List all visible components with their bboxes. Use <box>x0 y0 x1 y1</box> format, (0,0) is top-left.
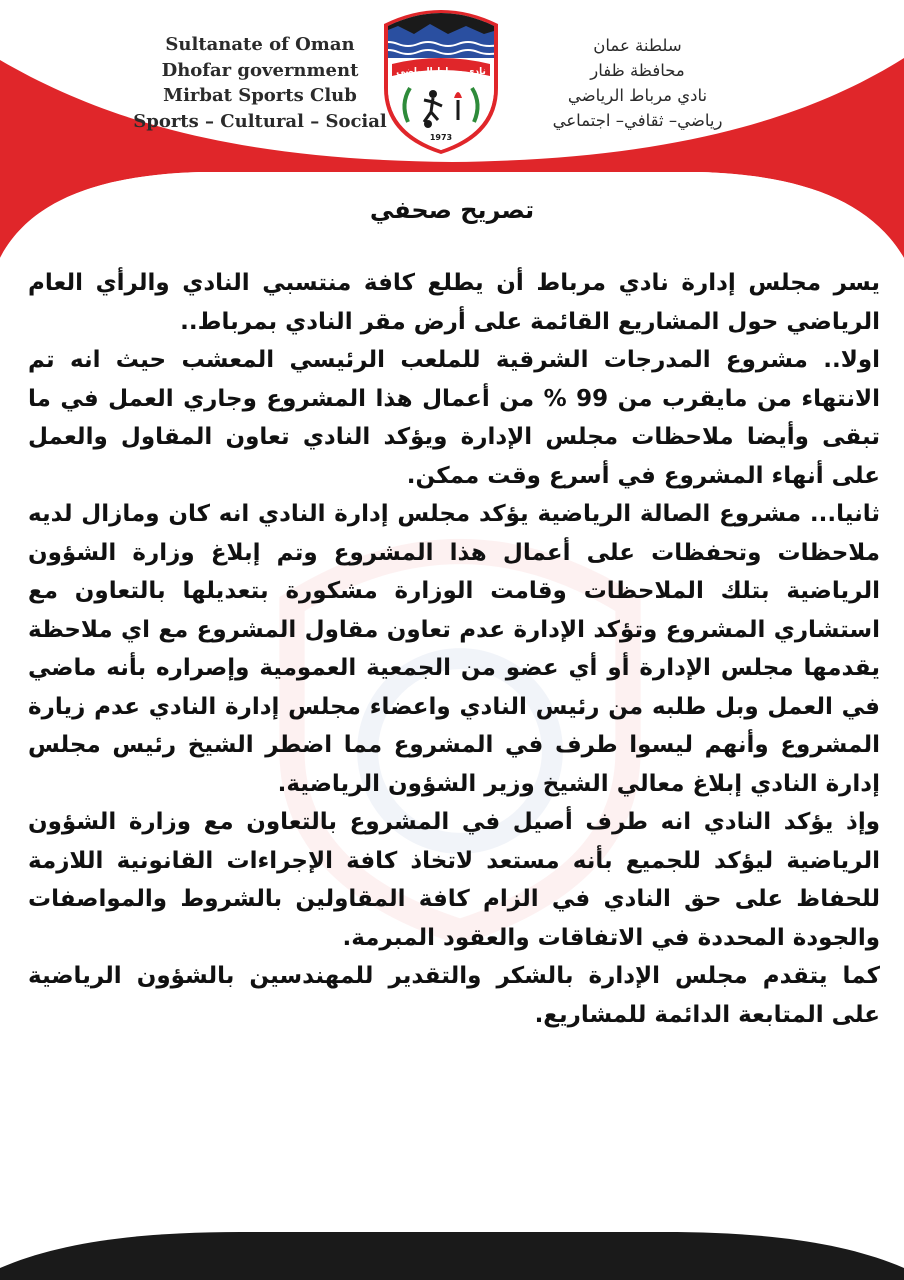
arabic-header <box>515 33 760 133</box>
paragraph-first-project: اولا.. مشروع المدرجات الشرقية للملعب الرئيسي المعشب حيث انه تم الانتهاء من مايقرب من 99 % من أعمال هذا المشروع وجاري العمل في ما تبقى وأيضا ملاحظات مجلس الإدارة ويؤكد النادي تعاون المقاول والعمل على أنهاء المشروع في أسرع وقت ممكن. <box>28 347 880 489</box>
paragraph-intro: يسر مجلس إدارة نادي مرباط أن يطلع كافة منتسبي النادي والرأي العام الرياضي حول المشاريع القائمة على أرض مقر النادي بمرباط.. <box>28 270 880 335</box>
header-en-line: Sports – Cultural – Social <box>133 110 387 132</box>
mirbat-club-crest-icon <box>378 4 504 154</box>
header-ar-line: رياضي– ثقافي– اجتماعي <box>552 111 723 130</box>
paragraph-thanks: كما يتقدم مجلس الإدارة بالشكر والتقدير للمهندسين بالشؤون الرياضية على المتابعة الدائمة للمشاريع. <box>28 963 880 1028</box>
paragraph-second-project: ثانيا... مشروع الصالة الرياضية يؤكد مجلس إدارة النادي انه كان ومازال لديه ملاحظات وتحفظات على أعمال هذا المشروع وتم إبلاغ وزارة الشؤون الرياضية بتلك الملاحظات وقامت الوزارة مشكورة بتعديلها بالتعاون مع استشاري المشروع وتؤكد الإدارة عدم تعاون مقاول المشروع مع اي ملاحظة يقدمها مجلس الإدارة أو أي عضو من الجمعية العمومية وإصراره بأنه ماضي في العمل وبل طلبه من رئيس النادي واعضاء مجلس إدارة النادي عدم زيارة المشروع وأنهم ليسوا طرف في المشروع مما اضطر الشيخ رئيس مجلس إدارة النادي إبلاغ معالي الشيخ وزير الشؤون الرياضية. <box>28 501 880 797</box>
press-release-body <box>28 264 880 1034</box>
paragraph-club-position: وإذ يؤكد النادي انه طرف أصيل في المشروع بالتعاون مع وزارة الشؤون الرياضية ليؤكد للجميع بأنه مستعد لاتخاذ كافة الإجراءات القانونية اللازمة للحفاظ على حق النادي في الزام كافة المقاولين بالشروط والمواصفات والجودة المحددة في الاتفاقات والعقود المبرمة. <box>28 809 880 951</box>
document-title: تصريح صحفي <box>369 196 535 224</box>
header-ar-line: محافظة ظفار <box>590 61 685 80</box>
header-en-line: Mirbat Sports Club <box>163 85 357 106</box>
crest-year: 1973 <box>429 133 453 142</box>
header-en-line: Dhofar government <box>161 59 359 81</box>
footer-band <box>0 1220 904 1280</box>
header-en-line: Sultanate of Oman <box>165 34 355 55</box>
crest-arc-text: نادي مرباط الرياضي <box>396 67 486 77</box>
english-header <box>120 32 400 134</box>
header-ar-line: سلطنة عمان <box>593 36 682 55</box>
header-ar-line: نادي مرباط الرياضي <box>567 86 708 105</box>
